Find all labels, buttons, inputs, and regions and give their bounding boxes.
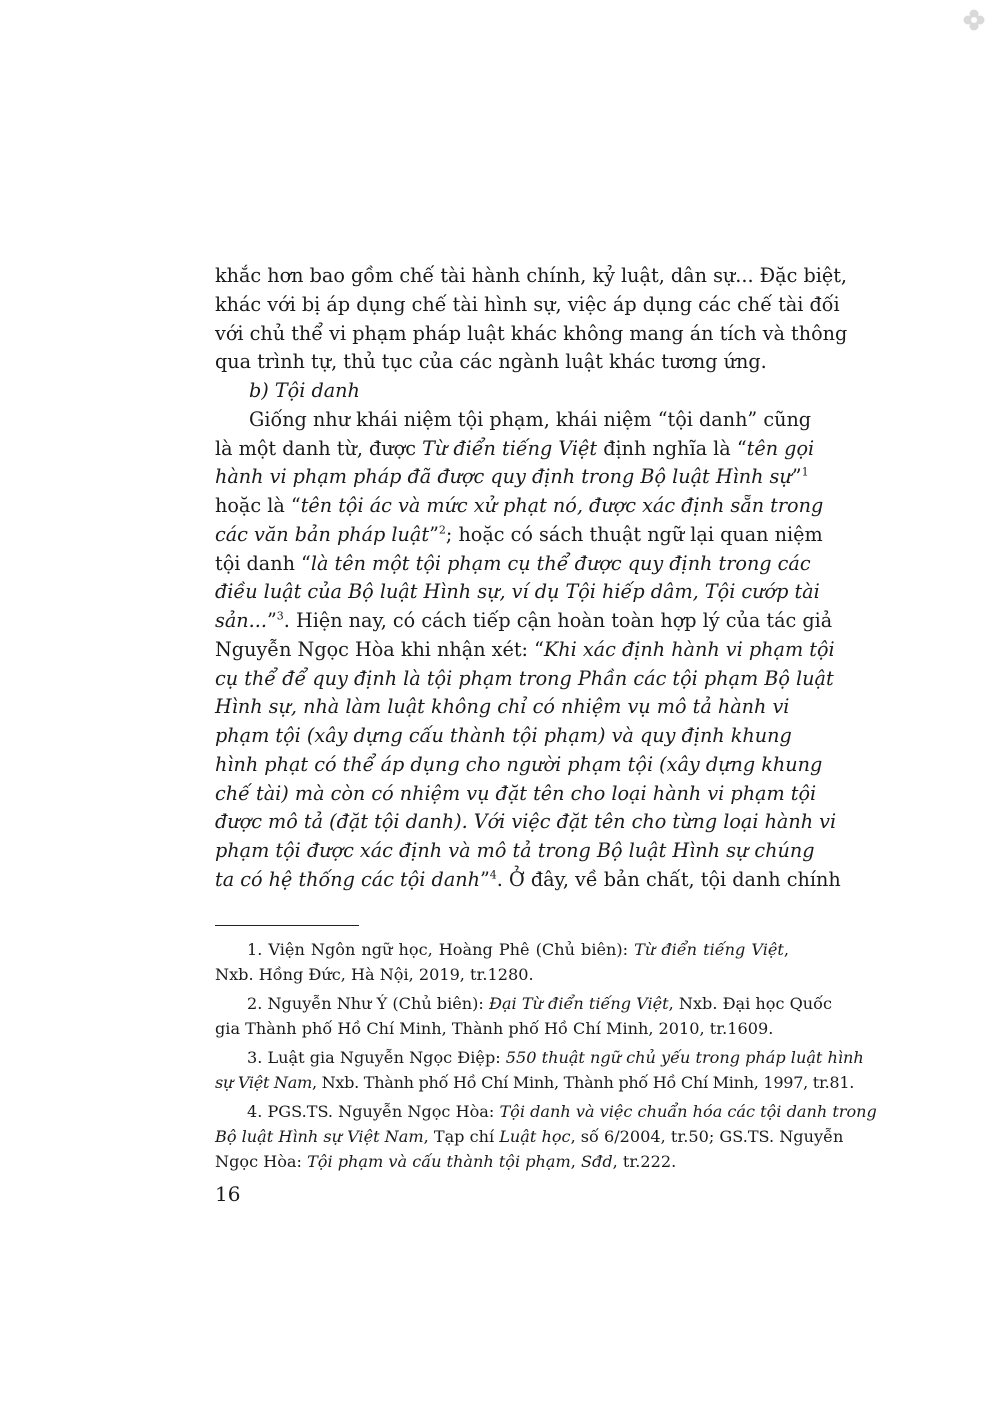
footnote-2 (215, 991, 833, 1041)
footnote-line: gia Thành phố Hồ Chí Minh, Thành phố Hồ Chí Minh, 2010, tr.1609. (215, 1019, 774, 1038)
footnote-ref: 1 (801, 465, 809, 479)
body-line: khắc hơn bao gồm chế tài hành chính, kỷ luật, dân sự... Đặc biệt, (215, 264, 848, 287)
footnote-line: 2. Nguyễn Như Ý (Chủ biên): Đại Từ điển tiếng Việt, Nxb. Đại học Quốc (247, 994, 833, 1013)
footnote-3 (215, 1045, 864, 1095)
body-line: chế tài) mà còn có nhiệm vụ đặt tên cho loại hành vi phạm tội (215, 781, 817, 805)
body-line: được mô tả (đặt tội danh). Với việc đặt tên cho từng loại hành vi (215, 810, 837, 834)
footnote-1 (215, 937, 789, 987)
footnote-line: Nxb. Hồng Đức, Hà Nội, 2019, tr.1280. (215, 965, 534, 984)
footnote-line: 4. PGS.TS. Nguyễn Ngọc Hòa: Tội danh và việc chuẩn hóa các tội danh trong (247, 1102, 877, 1121)
footnote-line: 1. Viện Ngôn ngữ học, Hoàng Phê (Chủ biên): Từ điển tiếng Việt, (247, 940, 789, 959)
flower-icon (962, 8, 986, 32)
body-line: với chủ thể vi phạm pháp luật khác không mang án tích và thông (215, 321, 848, 345)
footnote-ref: 2 (438, 523, 446, 537)
body-line: điều luật của Bộ luật Hình sự, ví dụ Tội hiếp dâm, Tội cướp tài (215, 580, 820, 604)
body-line: sản...”$^3$. Hiện nay, có cách tiếp cận hoàn toàn hợp lý của tác giả (215, 609, 833, 632)
body-line: tội danh “là tên một tội phạm cụ thể được quy định trong các (215, 551, 811, 575)
body-line: phạm tội được xác định và mô tả trong Bộ luật Hình sự chúng (215, 839, 815, 862)
footnote-ref: 3 (276, 609, 284, 623)
footnotes (215, 937, 877, 1178)
footnote-line: Ngọc Hòa: Tội phạm và cấu thành tội phạm, Sđd, tr.222. (215, 1152, 677, 1171)
body-line: khác với bị áp dụng chế tài hình sự, việc áp dụng các chế tài đối (215, 292, 840, 316)
body-line: Giống như khái niệm tội phạm, khái niệm “tội danh” cũng (249, 407, 812, 431)
body-line: hành vi phạm pháp đã được quy định trong Bộ luật Hình sự”$^1$ (215, 465, 809, 489)
body-line: ta có hệ thống các tội danh”$^4$. Ở đây, về bản chất, tội danh chính (215, 867, 841, 891)
footnote-4 (215, 1099, 877, 1174)
body-line: hoặc là “tên tội ác và mức xử phạt nó, được xác định sẵn trong (215, 494, 824, 517)
body-line: hình phạt có thể áp dụng cho người phạm tội (xây dựng khung (215, 752, 823, 776)
footnote-divider (215, 925, 359, 926)
section-heading: b) Tội danh (249, 379, 360, 402)
body-text (215, 262, 848, 895)
body-line: Hình sự, nhà làm luật không chỉ có nhiệm vụ mô tả hành vi (215, 695, 790, 719)
footnote-line: 3. Luật gia Nguyễn Ngọc Điệp: 550 thuật ngữ chủ yếu trong pháp luật hình (247, 1048, 864, 1067)
body-line: các văn bản pháp luật”$^2$; hoặc có sách thuật ngữ lại quan niệm (215, 522, 823, 546)
body-line: phạm tội (xây dựng cấu thành tội phạm) và quy định khung (215, 724, 792, 747)
body-line: qua trình tự, thủ tục của các ngành luật khác tương ứng. (215, 350, 767, 374)
footnote-line: sự Việt Nam, Nxb. Thành phố Hồ Chí Minh, Thành phố Hồ Chí Minh, 1997, tr.81. (215, 1073, 855, 1092)
body-line: Nguyễn Ngọc Hòa khi nhận xét: “Khi xác định hành vi phạm tội (215, 637, 835, 661)
page-number: 16 (215, 1182, 241, 1206)
footnote-line: Bộ luật Hình sự Việt Nam, Tạp chí Luật học, số 6/2004, tr.50; GS.TS. Nguyễn (215, 1127, 844, 1146)
body-line: là một danh từ, được Từ điển tiếng Việt định nghĩa là “tên gọi (215, 436, 815, 460)
body-line: cụ thể để quy định là tội phạm trong Phần các tội phạm Bộ luật (215, 666, 834, 690)
footnote-ref: 4 (489, 868, 497, 882)
